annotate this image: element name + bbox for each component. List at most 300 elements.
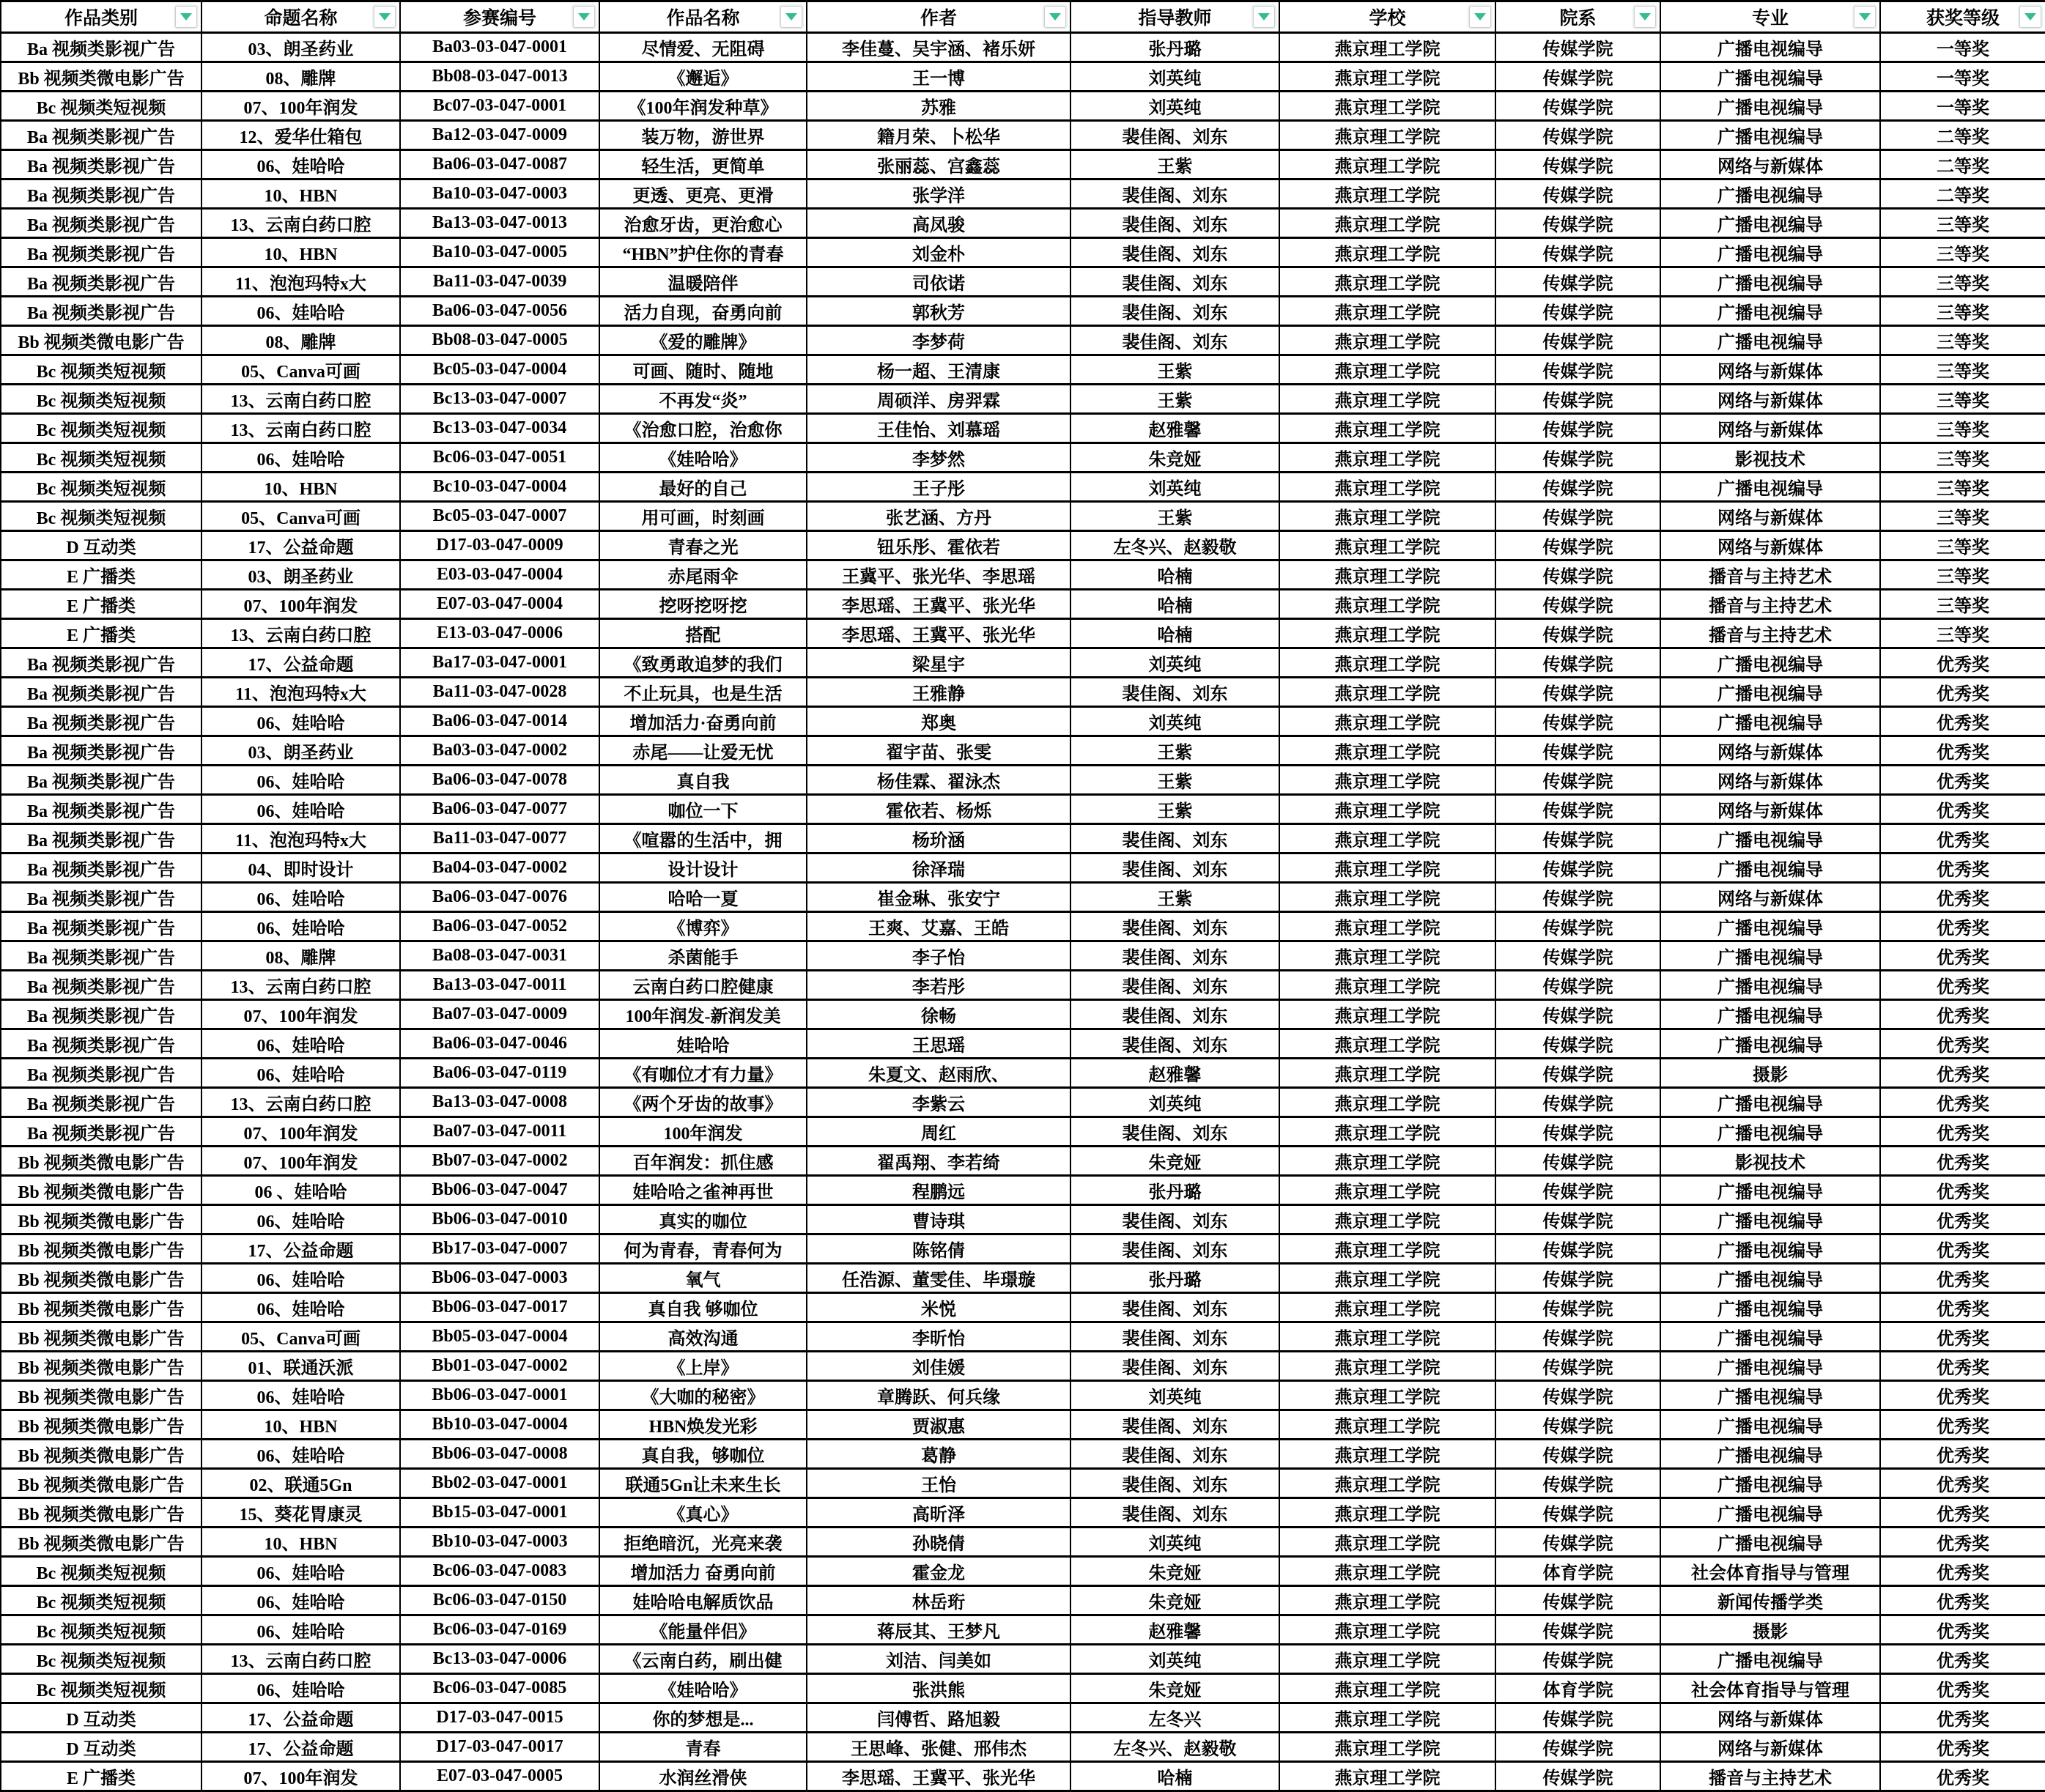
- cell-department[interactable]: 传媒学院: [1495, 1322, 1660, 1352]
- cell-entry_no[interactable]: Bc06-03-047-0085: [400, 1674, 599, 1703]
- cell-author[interactable]: 张艺涵、方丹: [807, 502, 1070, 531]
- cell-author[interactable]: 张洪熊: [807, 1674, 1070, 1703]
- cell-school[interactable]: 燕京理工学院: [1279, 531, 1495, 560]
- cell-topic[interactable]: 07、100年润发: [201, 590, 400, 619]
- cell-entry_no[interactable]: Bb08-03-047-0005: [400, 326, 599, 355]
- cell-award[interactable]: 三等奖: [1880, 385, 2045, 414]
- cell-entry_no[interactable]: Bc05-03-047-0007: [400, 502, 599, 531]
- cell-major[interactable]: 广播电视编导: [1660, 1645, 1880, 1674]
- cell-teacher[interactable]: 朱竞娅: [1070, 1147, 1279, 1176]
- cell-major[interactable]: 播音与主持艺术: [1660, 560, 1880, 590]
- cell-entry_no[interactable]: Ba11-03-047-0077: [400, 824, 599, 854]
- cell-topic[interactable]: 08、雕牌: [201, 62, 400, 92]
- cell-school[interactable]: 燕京理工学院: [1279, 560, 1495, 590]
- cell-author[interactable]: 翟宇苗、张雯: [807, 736, 1070, 766]
- cell-title[interactable]: 真自我 够咖位: [599, 1293, 807, 1322]
- cell-topic[interactable]: 10、HBN: [201, 179, 400, 209]
- cell-title[interactable]: 高效沟通: [599, 1322, 807, 1352]
- cell-category[interactable]: Bc 视频类短视频: [1, 1615, 201, 1645]
- cell-major[interactable]: 广播电视编导: [1660, 1498, 1880, 1528]
- filter-button-school[interactable]: [1469, 6, 1491, 28]
- cell-teacher[interactable]: 张丹璐: [1070, 33, 1279, 62]
- filter-button-title[interactable]: [780, 6, 802, 28]
- cell-teacher[interactable]: 裴佳阁、刘东: [1070, 1322, 1279, 1352]
- cell-department[interactable]: 传媒学院: [1495, 648, 1660, 678]
- cell-teacher[interactable]: 裴佳阁、刘东: [1070, 1498, 1279, 1528]
- cell-award[interactable]: 三等奖: [1880, 238, 2045, 267]
- cell-category[interactable]: Ba 视频类影视广告: [1, 150, 201, 179]
- cell-title[interactable]: 云南白药口腔健康: [599, 971, 807, 1000]
- cell-title[interactable]: 真自我: [599, 766, 807, 795]
- cell-category[interactable]: Ba 视频类影视广告: [1, 297, 201, 326]
- cell-category[interactable]: Ba 视频类影视广告: [1, 1117, 201, 1147]
- cell-entry_no[interactable]: Ba11-03-047-0039: [400, 267, 599, 297]
- cell-major[interactable]: 网络与新媒体: [1660, 883, 1880, 912]
- cell-entry_no[interactable]: Ba07-03-047-0009: [400, 1000, 599, 1029]
- cell-category[interactable]: Bb 视频类微电影广告: [1, 1264, 201, 1293]
- cell-entry_no[interactable]: Bb02-03-047-0001: [400, 1469, 599, 1498]
- cell-topic[interactable]: 15、葵花胃康灵: [201, 1498, 400, 1528]
- cell-school[interactable]: 燕京理工学院: [1279, 1176, 1495, 1205]
- cell-author[interactable]: 王雅静: [807, 678, 1070, 707]
- cell-category[interactable]: Bc 视频类短视频: [1, 1674, 201, 1703]
- cell-major[interactable]: 广播电视编导: [1660, 1029, 1880, 1059]
- cell-author[interactable]: 苏雅: [807, 92, 1070, 121]
- cell-department[interactable]: 传媒学院: [1495, 560, 1660, 590]
- cell-entry_no[interactable]: Ba11-03-047-0028: [400, 678, 599, 707]
- cell-school[interactable]: 燕京理工学院: [1279, 209, 1495, 238]
- cell-teacher[interactable]: 裴佳阁、刘东: [1070, 1205, 1279, 1234]
- cell-entry_no[interactable]: Ba04-03-047-0002: [400, 854, 599, 883]
- cell-school[interactable]: 燕京理工学院: [1279, 1733, 1495, 1762]
- cell-major[interactable]: 广播电视编导: [1660, 1469, 1880, 1498]
- cell-award[interactable]: 优秀奖: [1880, 1234, 2045, 1264]
- cell-category[interactable]: Ba 视频类影视广告: [1, 121, 201, 150]
- cell-major[interactable]: 新闻传播学类: [1660, 1586, 1880, 1615]
- cell-department[interactable]: 传媒学院: [1495, 1410, 1660, 1440]
- cell-author[interactable]: 霍依若、杨烁: [807, 795, 1070, 824]
- cell-author[interactable]: 周红: [807, 1117, 1070, 1147]
- cell-school[interactable]: 燕京理工学院: [1279, 121, 1495, 150]
- cell-title[interactable]: 《博弈》: [599, 912, 807, 941]
- cell-major[interactable]: 网络与新媒体: [1660, 795, 1880, 824]
- cell-author[interactable]: 徐泽瑞: [807, 854, 1070, 883]
- cell-title[interactable]: 《邂逅》: [599, 62, 807, 92]
- cell-author[interactable]: 孙晓倩: [807, 1528, 1070, 1557]
- cell-major[interactable]: 网络与新媒体: [1660, 1733, 1880, 1762]
- cell-entry_no[interactable]: Bb07-03-047-0002: [400, 1147, 599, 1176]
- cell-category[interactable]: Bc 视频类短视频: [1, 1586, 201, 1615]
- cell-entry_no[interactable]: E07-03-047-0004: [400, 590, 599, 619]
- cell-title[interactable]: 娃哈哈电解质饮品: [599, 1586, 807, 1615]
- cell-school[interactable]: 燕京理工学院: [1279, 854, 1495, 883]
- cell-teacher[interactable]: 裴佳阁、刘东: [1070, 179, 1279, 209]
- cell-title[interactable]: 《大咖的秘密》: [599, 1381, 807, 1410]
- cell-teacher[interactable]: 裴佳阁、刘东: [1070, 121, 1279, 150]
- cell-category[interactable]: Bb 视频类微电影广告: [1, 1293, 201, 1322]
- cell-topic[interactable]: 07、100年润发: [201, 92, 400, 121]
- cell-author[interactable]: 霍金龙: [807, 1557, 1070, 1586]
- cell-topic[interactable]: 03、朗圣药业: [201, 560, 400, 590]
- cell-teacher[interactable]: 赵雅馨: [1070, 1059, 1279, 1088]
- cell-teacher[interactable]: 裴佳阁、刘东: [1070, 1440, 1279, 1469]
- cell-title[interactable]: 《真心》: [599, 1498, 807, 1528]
- cell-topic[interactable]: 06、娃哈哈: [201, 1615, 400, 1645]
- cell-category[interactable]: Ba 视频类影视广告: [1, 1059, 201, 1088]
- cell-department[interactable]: 传媒学院: [1495, 62, 1660, 92]
- cell-award[interactable]: 优秀奖: [1880, 1440, 2045, 1469]
- cell-major[interactable]: 社会体育指导与管理: [1660, 1557, 1880, 1586]
- cell-school[interactable]: 燕京理工学院: [1279, 1029, 1495, 1059]
- cell-award[interactable]: 优秀奖: [1880, 766, 2045, 795]
- cell-teacher[interactable]: 裴佳阁、刘东: [1070, 209, 1279, 238]
- cell-department[interactable]: 传媒学院: [1495, 1264, 1660, 1293]
- cell-topic[interactable]: 05、Canva可画: [201, 1322, 400, 1352]
- cell-entry_no[interactable]: Ba06-03-047-0087: [400, 150, 599, 179]
- cell-category[interactable]: E 广播类: [1, 590, 201, 619]
- cell-author[interactable]: 林岳珩: [807, 1586, 1070, 1615]
- cell-category[interactable]: Bc 视频类短视频: [1, 92, 201, 121]
- cell-major[interactable]: 广播电视编导: [1660, 1117, 1880, 1147]
- cell-topic[interactable]: 13、云南白药口腔: [201, 209, 400, 238]
- cell-author[interactable]: 徐畅: [807, 1000, 1070, 1029]
- cell-topic[interactable]: 06、娃哈哈: [201, 766, 400, 795]
- cell-major[interactable]: 广播电视编导: [1660, 1234, 1880, 1264]
- cell-school[interactable]: 燕京理工学院: [1279, 1586, 1495, 1615]
- cell-topic[interactable]: 02、联通5Gn: [201, 1469, 400, 1498]
- cell-category[interactable]: Bb 视频类微电影广告: [1, 1440, 201, 1469]
- cell-teacher[interactable]: 朱竞娅: [1070, 1557, 1279, 1586]
- cell-award[interactable]: 优秀奖: [1880, 1615, 2045, 1645]
- cell-topic[interactable]: 10、HBN: [201, 238, 400, 267]
- cell-department[interactable]: 传媒学院: [1495, 1528, 1660, 1557]
- cell-award[interactable]: 优秀奖: [1880, 1674, 2045, 1703]
- cell-school[interactable]: 燕京理工学院: [1279, 736, 1495, 766]
- cell-entry_no[interactable]: E03-03-047-0004: [400, 560, 599, 590]
- cell-major[interactable]: 广播电视编导: [1660, 1205, 1880, 1234]
- cell-topic[interactable]: 11、泡泡玛特x大: [201, 267, 400, 297]
- cell-author[interactable]: 李思瑶、王冀平、张光华: [807, 590, 1070, 619]
- cell-author[interactable]: 王冀平、张光华、李思瑶: [807, 560, 1070, 590]
- cell-category[interactable]: Bc 视频类短视频: [1, 473, 201, 502]
- cell-topic[interactable]: 07、100年润发: [201, 1117, 400, 1147]
- cell-department[interactable]: 传媒学院: [1495, 795, 1660, 824]
- cell-category[interactable]: E 广播类: [1, 619, 201, 648]
- cell-title[interactable]: 联通5Gn让未来生长: [599, 1469, 807, 1498]
- cell-school[interactable]: 燕京理工学院: [1279, 1557, 1495, 1586]
- cell-department[interactable]: 传媒学院: [1495, 92, 1660, 121]
- filter-button-major[interactable]: [1854, 6, 1876, 28]
- cell-topic[interactable]: 06 、娃哈哈: [201, 1176, 400, 1205]
- cell-title[interactable]: 拒绝暗沉，光亮来袭: [599, 1528, 807, 1557]
- cell-award[interactable]: 优秀奖: [1880, 1029, 2045, 1059]
- cell-school[interactable]: 燕京理工学院: [1279, 707, 1495, 736]
- cell-teacher[interactable]: 张丹璐: [1070, 1264, 1279, 1293]
- cell-school[interactable]: 燕京理工学院: [1279, 1147, 1495, 1176]
- cell-topic[interactable]: 06、娃哈哈: [201, 1586, 400, 1615]
- cell-school[interactable]: 燕京理工学院: [1279, 795, 1495, 824]
- cell-topic[interactable]: 13、云南白药口腔: [201, 1088, 400, 1117]
- cell-school[interactable]: 燕京理工学院: [1279, 1762, 1495, 1791]
- cell-award[interactable]: 优秀奖: [1880, 1000, 2045, 1029]
- cell-teacher[interactable]: 裴佳阁、刘东: [1070, 1410, 1279, 1440]
- cell-author[interactable]: 蒋辰其、王梦凡: [807, 1615, 1070, 1645]
- cell-department[interactable]: 传媒学院: [1495, 1762, 1660, 1791]
- cell-topic[interactable]: 06、娃哈哈: [201, 1440, 400, 1469]
- cell-major[interactable]: 广播电视编导: [1660, 326, 1880, 355]
- cell-department[interactable]: 传媒学院: [1495, 121, 1660, 150]
- cell-author[interactable]: 杨一超、王清康: [807, 355, 1070, 385]
- cell-school[interactable]: 燕京理工学院: [1279, 1234, 1495, 1264]
- cell-teacher[interactable]: 裴佳阁、刘东: [1070, 267, 1279, 297]
- cell-category[interactable]: Ba 视频类影视广告: [1, 33, 201, 62]
- cell-category[interactable]: Ba 视频类影视广告: [1, 179, 201, 209]
- cell-topic[interactable]: 01、联通沃派: [201, 1352, 400, 1381]
- cell-topic[interactable]: 06、娃哈哈: [201, 297, 400, 326]
- cell-teacher[interactable]: 刘英纯: [1070, 473, 1279, 502]
- cell-title[interactable]: 更透、更亮、更滑: [599, 179, 807, 209]
- cell-topic[interactable]: 13、云南白药口腔: [201, 619, 400, 648]
- cell-teacher[interactable]: 刘英纯: [1070, 1645, 1279, 1674]
- cell-school[interactable]: 燕京理工学院: [1279, 1440, 1495, 1469]
- cell-award[interactable]: 优秀奖: [1880, 1762, 2045, 1791]
- cell-school[interactable]: 燕京理工学院: [1279, 473, 1495, 502]
- cell-school[interactable]: 燕京理工学院: [1279, 590, 1495, 619]
- cell-entry_no[interactable]: E07-03-047-0005: [400, 1762, 599, 1791]
- cell-major[interactable]: 广播电视编导: [1660, 1528, 1880, 1557]
- cell-title[interactable]: 100年润发-新润发美: [599, 1000, 807, 1029]
- cell-award[interactable]: 三等奖: [1880, 619, 2045, 648]
- cell-entry_no[interactable]: Bb15-03-047-0001: [400, 1498, 599, 1528]
- cell-department[interactable]: 传媒学院: [1495, 678, 1660, 707]
- cell-school[interactable]: 燕京理工学院: [1279, 1615, 1495, 1645]
- cell-teacher[interactable]: 张丹璐: [1070, 1176, 1279, 1205]
- cell-award[interactable]: 优秀奖: [1880, 1733, 2045, 1762]
- cell-department[interactable]: 传媒学院: [1495, 1293, 1660, 1322]
- cell-department[interactable]: 传媒学院: [1495, 941, 1660, 971]
- cell-school[interactable]: 燕京理工学院: [1279, 326, 1495, 355]
- cell-award[interactable]: 优秀奖: [1880, 1410, 2045, 1440]
- cell-topic[interactable]: 13、云南白药口腔: [201, 414, 400, 443]
- cell-entry_no[interactable]: Ba03-03-047-0002: [400, 736, 599, 766]
- cell-school[interactable]: 燕京理工学院: [1279, 678, 1495, 707]
- cell-topic[interactable]: 06、娃哈哈: [201, 443, 400, 473]
- cell-major[interactable]: 广播电视编导: [1660, 238, 1880, 267]
- cell-school[interactable]: 燕京理工学院: [1279, 1381, 1495, 1410]
- cell-topic[interactable]: 17、公益命题: [201, 648, 400, 678]
- cell-topic[interactable]: 07、100年润发: [201, 1000, 400, 1029]
- cell-department[interactable]: 传媒学院: [1495, 619, 1660, 648]
- cell-school[interactable]: 燕京理工学院: [1279, 619, 1495, 648]
- cell-award[interactable]: 三等奖: [1880, 267, 2045, 297]
- cell-author[interactable]: 王爽、艾嘉、王皓: [807, 912, 1070, 941]
- cell-school[interactable]: 燕京理工学院: [1279, 1674, 1495, 1703]
- cell-category[interactable]: Bc 视频类短视频: [1, 1557, 201, 1586]
- cell-topic[interactable]: 03、朗圣药业: [201, 33, 400, 62]
- cell-category[interactable]: Bb 视频类微电影广告: [1, 1352, 201, 1381]
- cell-department[interactable]: 传媒学院: [1495, 1176, 1660, 1205]
- cell-award[interactable]: 优秀奖: [1880, 1528, 2045, 1557]
- filter-button-entry-no[interactable]: [573, 6, 595, 28]
- cell-department[interactable]: 体育学院: [1495, 1557, 1660, 1586]
- cell-author[interactable]: 梁星宇: [807, 648, 1070, 678]
- cell-category[interactable]: Bc 视频类短视频: [1, 443, 201, 473]
- cell-department[interactable]: 传媒学院: [1495, 883, 1660, 912]
- cell-entry_no[interactable]: Ba06-03-047-0076: [400, 883, 599, 912]
- cell-major[interactable]: 广播电视编导: [1660, 1264, 1880, 1293]
- cell-entry_no[interactable]: Ba13-03-047-0013: [400, 209, 599, 238]
- cell-school[interactable]: 燕京理工学院: [1279, 648, 1495, 678]
- cell-author[interactable]: 任浩源、董雯佳、毕璟璇: [807, 1264, 1070, 1293]
- cell-teacher[interactable]: 王紫: [1070, 355, 1279, 385]
- cell-author[interactable]: 高昕泽: [807, 1498, 1070, 1528]
- cell-entry_no[interactable]: Bc07-03-047-0001: [400, 92, 599, 121]
- cell-entry_no[interactable]: Bc06-03-047-0083: [400, 1557, 599, 1586]
- cell-teacher[interactable]: 裴佳阁、刘东: [1070, 824, 1279, 854]
- cell-entry_no[interactable]: D17-03-047-0009: [400, 531, 599, 560]
- cell-department[interactable]: 传媒学院: [1495, 971, 1660, 1000]
- cell-department[interactable]: 传媒学院: [1495, 1234, 1660, 1264]
- cell-title[interactable]: 你的梦想是...: [599, 1703, 807, 1733]
- cell-award[interactable]: 三等奖: [1880, 326, 2045, 355]
- cell-title[interactable]: 娃哈哈之雀神再世: [599, 1176, 807, 1205]
- cell-author[interactable]: 崔金琳、张安宁: [807, 883, 1070, 912]
- cell-entry_no[interactable]: Bb10-03-047-0003: [400, 1528, 599, 1557]
- cell-entry_no[interactable]: Bb06-03-047-0010: [400, 1205, 599, 1234]
- cell-award[interactable]: 优秀奖: [1880, 1645, 2045, 1674]
- cell-teacher[interactable]: 赵雅馨: [1070, 1615, 1279, 1645]
- cell-title[interactable]: 增加活力·奋勇向前: [599, 707, 807, 736]
- cell-entry_no[interactable]: Ba07-03-047-0011: [400, 1117, 599, 1147]
- cell-entry_no[interactable]: Bb06-03-047-0017: [400, 1293, 599, 1322]
- cell-category[interactable]: Bb 视频类微电影广告: [1, 1234, 201, 1264]
- cell-award[interactable]: 优秀奖: [1880, 854, 2045, 883]
- cell-title[interactable]: 《娃哈哈》: [599, 1674, 807, 1703]
- cell-teacher[interactable]: 裴佳阁、刘东: [1070, 1000, 1279, 1029]
- cell-teacher[interactable]: 刘英纯: [1070, 1381, 1279, 1410]
- cell-teacher[interactable]: 裴佳阁、刘东: [1070, 238, 1279, 267]
- cell-entry_no[interactable]: Bc06-03-047-0051: [400, 443, 599, 473]
- cell-author[interactable]: 陈铭倩: [807, 1234, 1070, 1264]
- cell-category[interactable]: Ba 视频类影视广告: [1, 854, 201, 883]
- cell-title[interactable]: 最好的自己: [599, 473, 807, 502]
- cell-award[interactable]: 三等奖: [1880, 502, 2045, 531]
- cell-department[interactable]: 传媒学院: [1495, 1029, 1660, 1059]
- cell-entry_no[interactable]: Bc06-03-047-0150: [400, 1586, 599, 1615]
- cell-teacher[interactable]: 哈楠: [1070, 1762, 1279, 1791]
- cell-title[interactable]: 《上岸》: [599, 1352, 807, 1381]
- cell-major[interactable]: 网络与新媒体: [1660, 736, 1880, 766]
- cell-author[interactable]: 章腾跃、何兵缘: [807, 1381, 1070, 1410]
- cell-title[interactable]: 青春之光: [599, 531, 807, 560]
- cell-major[interactable]: 广播电视编导: [1660, 941, 1880, 971]
- cell-title[interactable]: 设计设计: [599, 854, 807, 883]
- cell-award[interactable]: 三等奖: [1880, 414, 2045, 443]
- cell-teacher[interactable]: 裴佳阁、刘东: [1070, 1352, 1279, 1381]
- cell-entry_no[interactable]: Ba10-03-047-0005: [400, 238, 599, 267]
- cell-author[interactable]: 李子怡: [807, 941, 1070, 971]
- cell-award[interactable]: 优秀奖: [1880, 1557, 2045, 1586]
- cell-category[interactable]: Bb 视频类微电影广告: [1, 1147, 201, 1176]
- cell-title[interactable]: 真实的咖位: [599, 1205, 807, 1234]
- cell-category[interactable]: Ba 视频类影视广告: [1, 795, 201, 824]
- cell-title[interactable]: 杀菌能手: [599, 941, 807, 971]
- cell-department[interactable]: 传媒学院: [1495, 1381, 1660, 1410]
- cell-title[interactable]: 《有咖位才有力量》: [599, 1059, 807, 1088]
- cell-major[interactable]: 影视技术: [1660, 1147, 1880, 1176]
- cell-teacher[interactable]: 王紫: [1070, 502, 1279, 531]
- cell-major[interactable]: 影视技术: [1660, 443, 1880, 473]
- cell-category[interactable]: Ba 视频类影视广告: [1, 1029, 201, 1059]
- cell-award[interactable]: 优秀奖: [1880, 795, 2045, 824]
- cell-author[interactable]: 王怡: [807, 1469, 1070, 1498]
- cell-award[interactable]: 优秀奖: [1880, 1059, 2045, 1088]
- cell-entry_no[interactable]: Bc13-03-047-0007: [400, 385, 599, 414]
- cell-category[interactable]: Bc 视频类短视频: [1, 414, 201, 443]
- cell-department[interactable]: 传媒学院: [1495, 590, 1660, 619]
- cell-school[interactable]: 燕京理工学院: [1279, 150, 1495, 179]
- cell-school[interactable]: 燕京理工学院: [1279, 1293, 1495, 1322]
- cell-school[interactable]: 燕京理工学院: [1279, 1528, 1495, 1557]
- cell-award[interactable]: 优秀奖: [1880, 1293, 2045, 1322]
- cell-award[interactable]: 二等奖: [1880, 150, 2045, 179]
- cell-department[interactable]: 传媒学院: [1495, 1000, 1660, 1029]
- cell-entry_no[interactable]: Ba13-03-047-0011: [400, 971, 599, 1000]
- cell-title[interactable]: HBN焕发光彩: [599, 1410, 807, 1440]
- cell-category[interactable]: D 互动类: [1, 531, 201, 560]
- cell-award[interactable]: 三等奖: [1880, 560, 2045, 590]
- cell-school[interactable]: 燕京理工学院: [1279, 1088, 1495, 1117]
- cell-title[interactable]: 娃哈哈: [599, 1029, 807, 1059]
- cell-entry_no[interactable]: Bb06-03-047-0008: [400, 1440, 599, 1469]
- cell-major[interactable]: 广播电视编导: [1660, 267, 1880, 297]
- cell-topic[interactable]: 08、雕牌: [201, 941, 400, 971]
- cell-author[interactable]: 王一博: [807, 62, 1070, 92]
- cell-entry_no[interactable]: Bc10-03-047-0004: [400, 473, 599, 502]
- cell-title[interactable]: 活力自现，奋勇向前: [599, 297, 807, 326]
- cell-category[interactable]: E 广播类: [1, 560, 201, 590]
- cell-major[interactable]: 播音与主持艺术: [1660, 619, 1880, 648]
- cell-author[interactable]: 周硕洋、房羿霖: [807, 385, 1070, 414]
- cell-school[interactable]: 燕京理工学院: [1279, 766, 1495, 795]
- cell-teacher[interactable]: 朱竞娅: [1070, 443, 1279, 473]
- cell-entry_no[interactable]: Ba12-03-047-0009: [400, 121, 599, 150]
- cell-major[interactable]: 广播电视编导: [1660, 1410, 1880, 1440]
- cell-author[interactable]: 郑奥: [807, 707, 1070, 736]
- cell-category[interactable]: Ba 视频类影视广告: [1, 707, 201, 736]
- cell-award[interactable]: 优秀奖: [1880, 1352, 2045, 1381]
- cell-teacher[interactable]: 裴佳阁、刘东: [1070, 1029, 1279, 1059]
- cell-entry_no[interactable]: Ba06-03-047-0046: [400, 1029, 599, 1059]
- cell-topic[interactable]: 06、娃哈哈: [201, 795, 400, 824]
- cell-topic[interactable]: 10、HBN: [201, 473, 400, 502]
- cell-topic[interactable]: 06、娃哈哈: [201, 1674, 400, 1703]
- cell-entry_no[interactable]: Bb06-03-047-0047: [400, 1176, 599, 1205]
- cell-teacher[interactable]: 裴佳阁、刘东: [1070, 1469, 1279, 1498]
- filter-button-department[interactable]: [1634, 6, 1656, 28]
- cell-author[interactable]: 闫傅哲、路旭毅: [807, 1703, 1070, 1733]
- cell-category[interactable]: Ba 视频类影视广告: [1, 678, 201, 707]
- cell-school[interactable]: 燕京理工学院: [1279, 238, 1495, 267]
- filter-button-award[interactable]: [2019, 6, 2041, 28]
- cell-school[interactable]: 燕京理工学院: [1279, 297, 1495, 326]
- cell-award[interactable]: 优秀奖: [1880, 883, 2045, 912]
- cell-major[interactable]: 广播电视编导: [1660, 854, 1880, 883]
- cell-topic[interactable]: 03、朗圣药业: [201, 736, 400, 766]
- cell-department[interactable]: 传媒学院: [1495, 707, 1660, 736]
- cell-teacher[interactable]: 赵雅馨: [1070, 414, 1279, 443]
- cell-teacher[interactable]: 裴佳阁、刘东: [1070, 297, 1279, 326]
